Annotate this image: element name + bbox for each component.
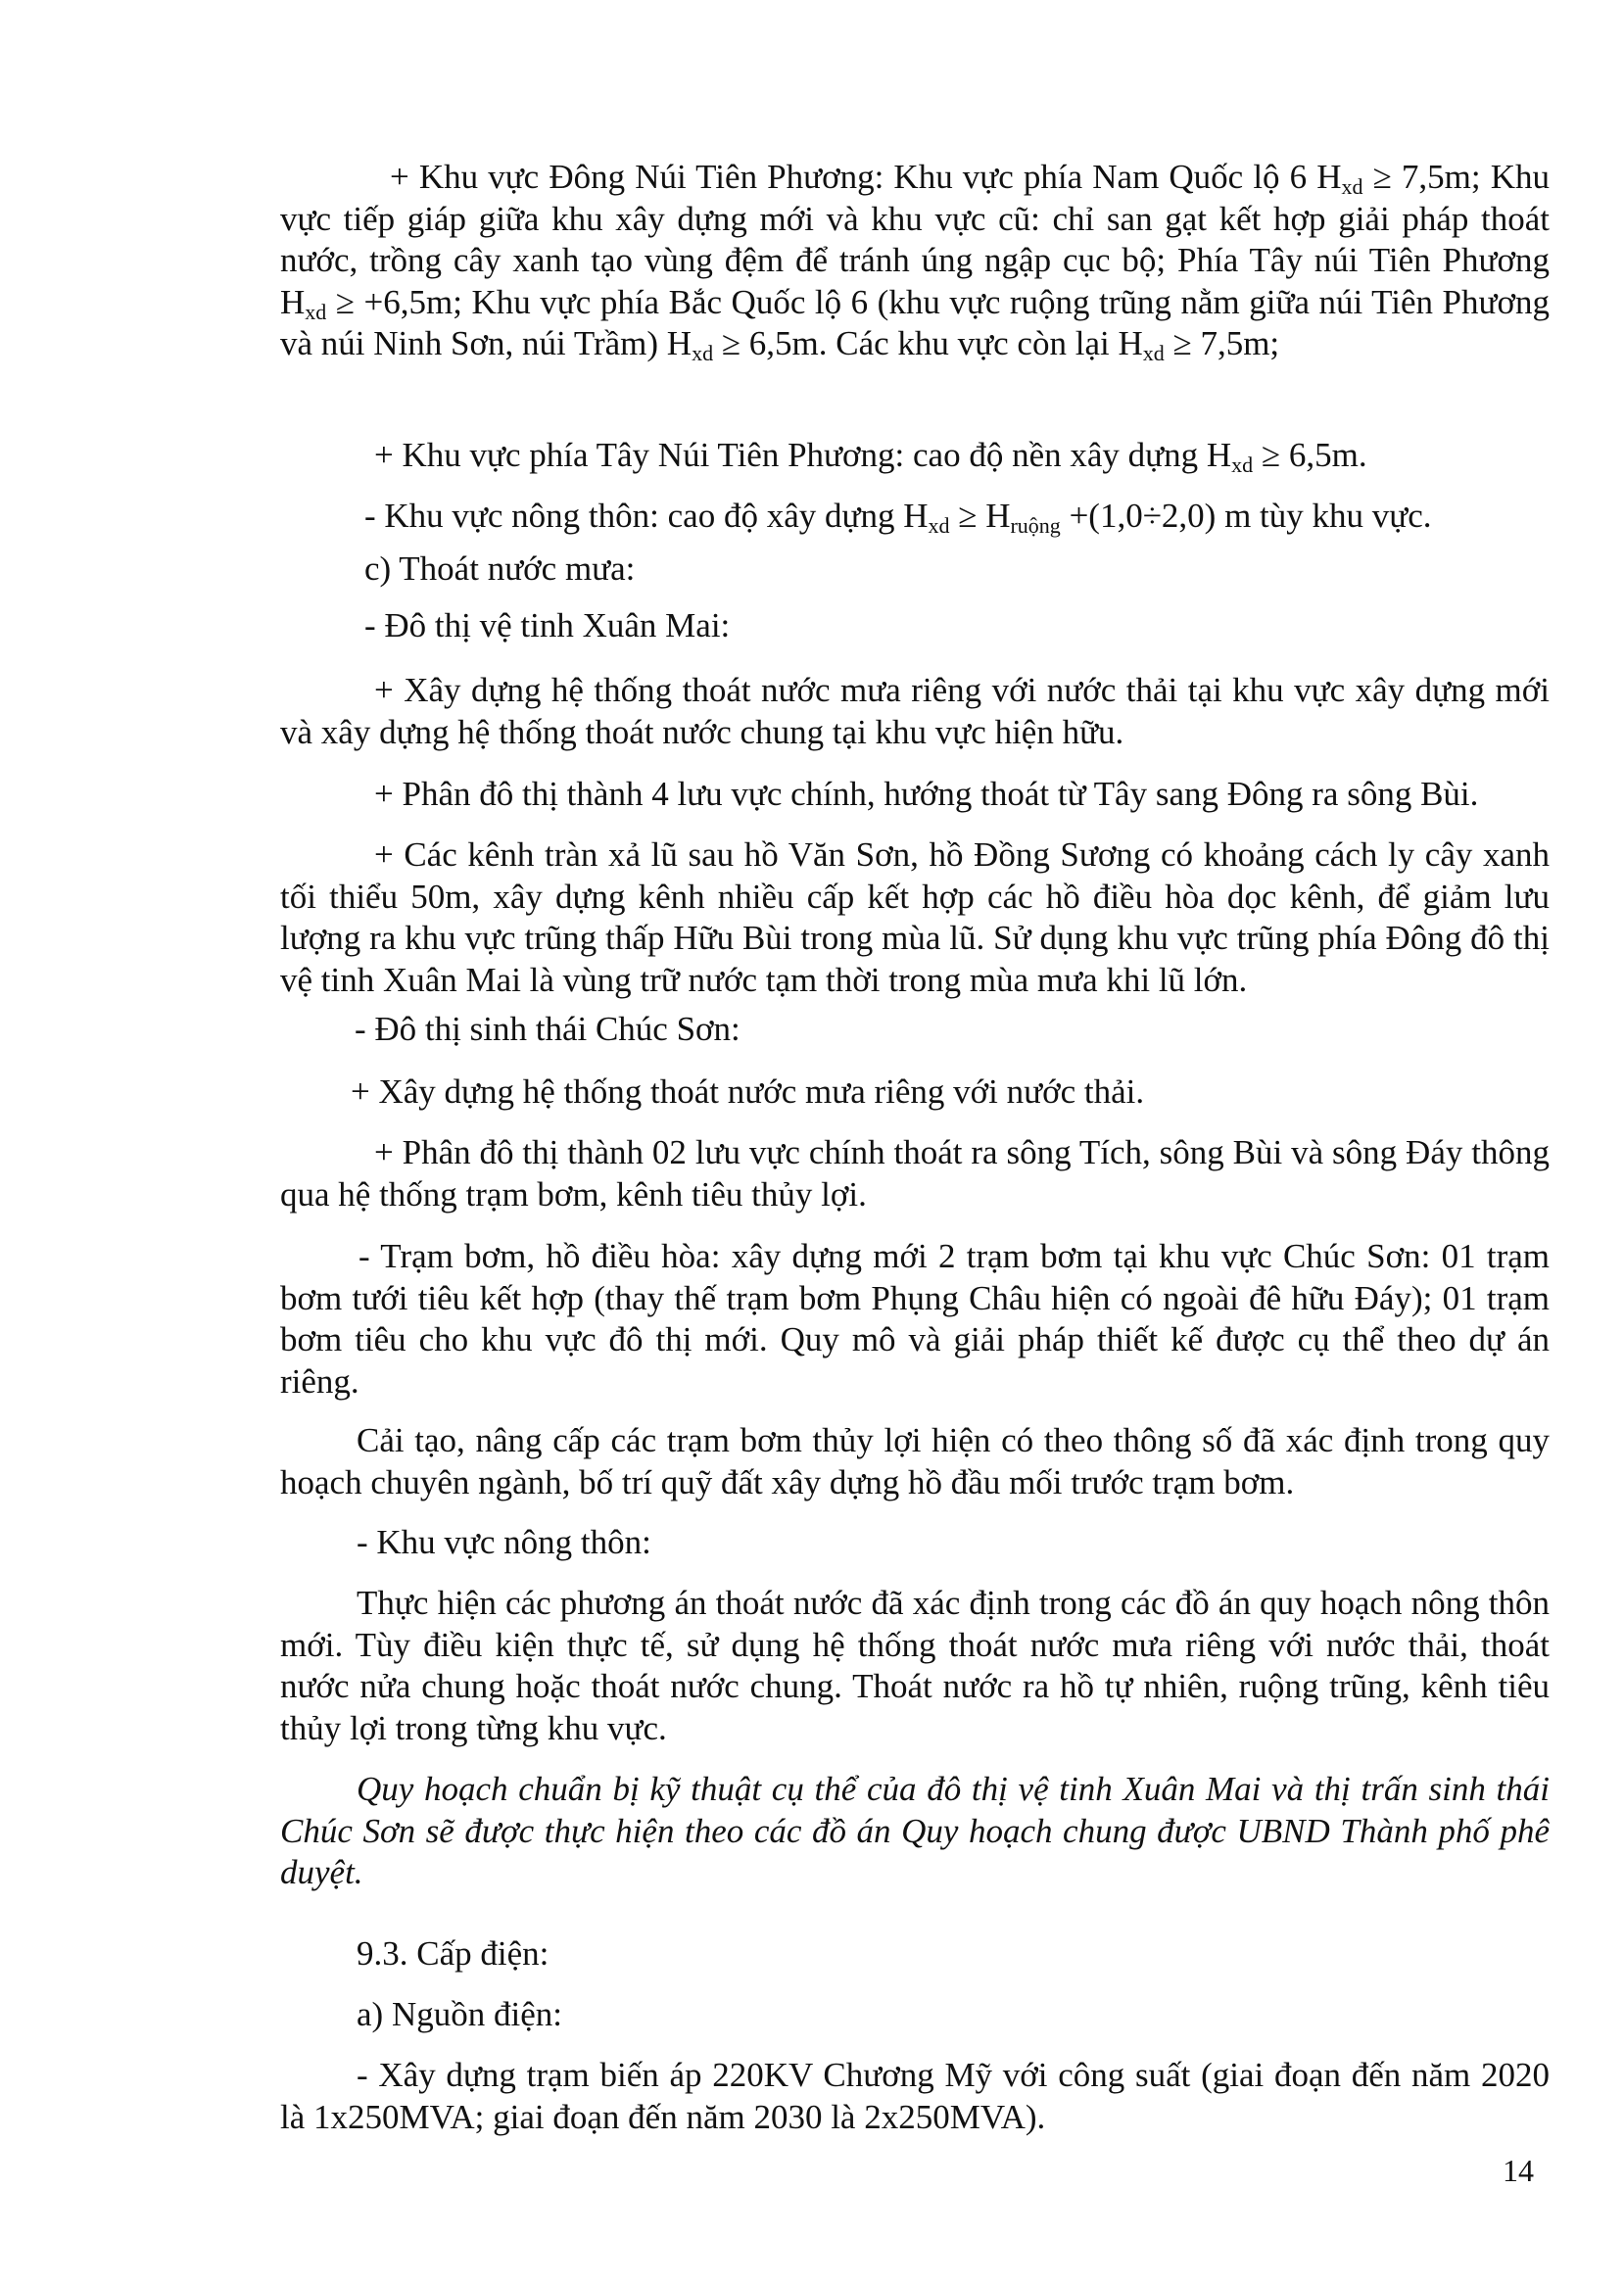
heading-do-thi-xuan-mai: - Đô thị vệ tinh Xuân Mai: bbox=[364, 606, 731, 644]
heading-thoat-nuoc-mua: c) Thoát nước mưa: bbox=[364, 549, 636, 588]
paragraph-tram-bom-ho-dieu-hoa: - Trạm bơm, hồ điều hòa: xây dựng mới 2 trạm bơm tại khu vực Chúc Sơn: 01 trạm bơm tưới tiêu kết hợp (thay thế trạm bơm Phụng Châu hiện có ngoài đê hữu Đáy); 01 trạm bơm tiêu cho khu vực đô thị mới. Quy mô và giải pháp thiết kế được cụ thể theo dự án riêng. bbox=[280, 1237, 1550, 1401]
paragraph-khu-vuc-nong-thon-cao-do: - Khu vực nông thôn: cao độ xây dựng $H_{xd} \ge H_{ruộng} +(1,0\div 2,0)$ m tùy khu vực. bbox=[364, 497, 1432, 538]
paragraph-phan-do-thi-02-luu-vuc: + Phân đô thị thành 02 lưu vực chính thoát ra sông Tích, sông Bùi và sông Đáy thông qua hệ thống trạm bơm, kênh tiêu thủy lợi. bbox=[280, 1133, 1550, 1214]
paragraph-xay-dung-he-thong-xuan-mai: + Xây dựng hệ thống thoát nước mưa riêng với nước thải tại khu vực xây dựng mới và xây dựng hệ thống thoát nước chung tại khu vực hiện hữu. bbox=[280, 671, 1550, 751]
heading-nguon-dien: a) Nguồn điện: bbox=[357, 1995, 562, 2033]
heading-do-thi-chuc-son: - Đô thị sinh thái Chúc Sơn: bbox=[355, 1010, 740, 1048]
paragraph-phan-do-thi-4-luu-vuc: + Phân đô thị thành 4 lưu vực chính, hướng thoát từ Tây sang Đông ra sông Bùi. bbox=[374, 775, 1479, 813]
page-number: 14 bbox=[1503, 2153, 1534, 2188]
heading-cap-dien: 9.3. Cấp điện: bbox=[357, 1934, 549, 1973]
paragraph-tay-nui-tien-phuong: + Khu vực phía Tây Núi Tiên Phương: cao độ nền xây dựng $H_{xd} \ge 6,5m$. bbox=[374, 436, 1367, 477]
paragraph-quy-hoach-chuan-bi-ky-thuat: Quy hoạch chuẩn bị kỹ thuật cụ thể của đô thị vệ tinh Xuân Mai và thị trấn sinh thái Chúc Sơn sẽ được thực hiện theo các đồ án Quy hoạch chung được UBND Thành phố phê duyệt. bbox=[280, 1770, 1550, 1891]
paragraph-cai-tao-tram-bom: Cải tạo, nâng cấp các trạm bơm thủy lợi hiện có theo thông số đã xác định trong quy hoạch chuyên ngành, bố trí quỹ đất xây dựng hồ đầu mối trước trạm bơm. bbox=[280, 1421, 1550, 1501]
paragraph-tram-bien-ap-220kv: - Xây dựng trạm biến áp 220KV Chương Mỹ với công suất (giai đoạn đến năm 2020 là 1x250MVA; giai đoạn đến năm 2030 là 2x250MVA). bbox=[280, 2056, 1550, 2136]
paragraph-phuong-an-thoat-nuoc: Thực hiện các phương án thoát nước đã xác định trong các đồ án quy hoạch nông thôn mới. Tùy điều kiện thực tế, sử dụng hệ thống thoát nước mưa riêng với nước thải, thoát nước nửa chung hoặc thoát nước chung. Thoát nước ra hồ tự nhiên, ruộng trũng, kênh tiêu thủy lợi trong từng khu vực. bbox=[280, 1584, 1550, 1747]
heading-khu-vuc-nong-thon: - Khu vực nông thôn: bbox=[357, 1523, 651, 1561]
paragraph-kenh-tran-xa-lu: + Các kênh tràn xả lũ sau hồ Văn Sơn, hồ Đồng Sương có khoảng cách ly cây xanh tối thiểu 50m, xây dựng kênh nhiều cấp kết hợp các hồ điều hòa dọc kênh, để giảm lưu lượng ra khu vực trũng thấp Hữu Bùi trong mùa lũ. Sử dụng khu vực trũng phía Đông đô thị vệ tinh Xuân Mai là vùng trữ nước tạm thời trong mùa mưa khi lũ lớn. bbox=[280, 835, 1550, 999]
paragraph-he-thong-thoat-nuoc-rieng: + Xây dựng hệ thống thoát nước mưa riêng với nước thải. bbox=[351, 1072, 1145, 1111]
paragraph-dong-nui-tien-phuong: + Khu vực Đông Núi Tiên Phương: Khu vực phía Nam Quốc lộ 6 $H_{xd} \ge 7,5m$; Khu vực tiếp giáp giữa khu xây dựng mới và khu vực cũ: chỉ san gạt kết hợp giải pháp thoát nước, trồng cây xanh tạo vùng đệm để tránh úng ngập cục bộ; Phía Tây núi Tiên Phương $H_{xd} \ge +6,5m$; Khu vực phía Bắc Quốc lộ 6 (khu vực ruộng trũng nằm giữa núi Tiên Phương và núi Ninh Sơn, núi Trầm) $H_{xd} \ge 6,5m$. Các khu vực còn lại $H_{xd} \ge 7,5m$; bbox=[280, 158, 1550, 365]
